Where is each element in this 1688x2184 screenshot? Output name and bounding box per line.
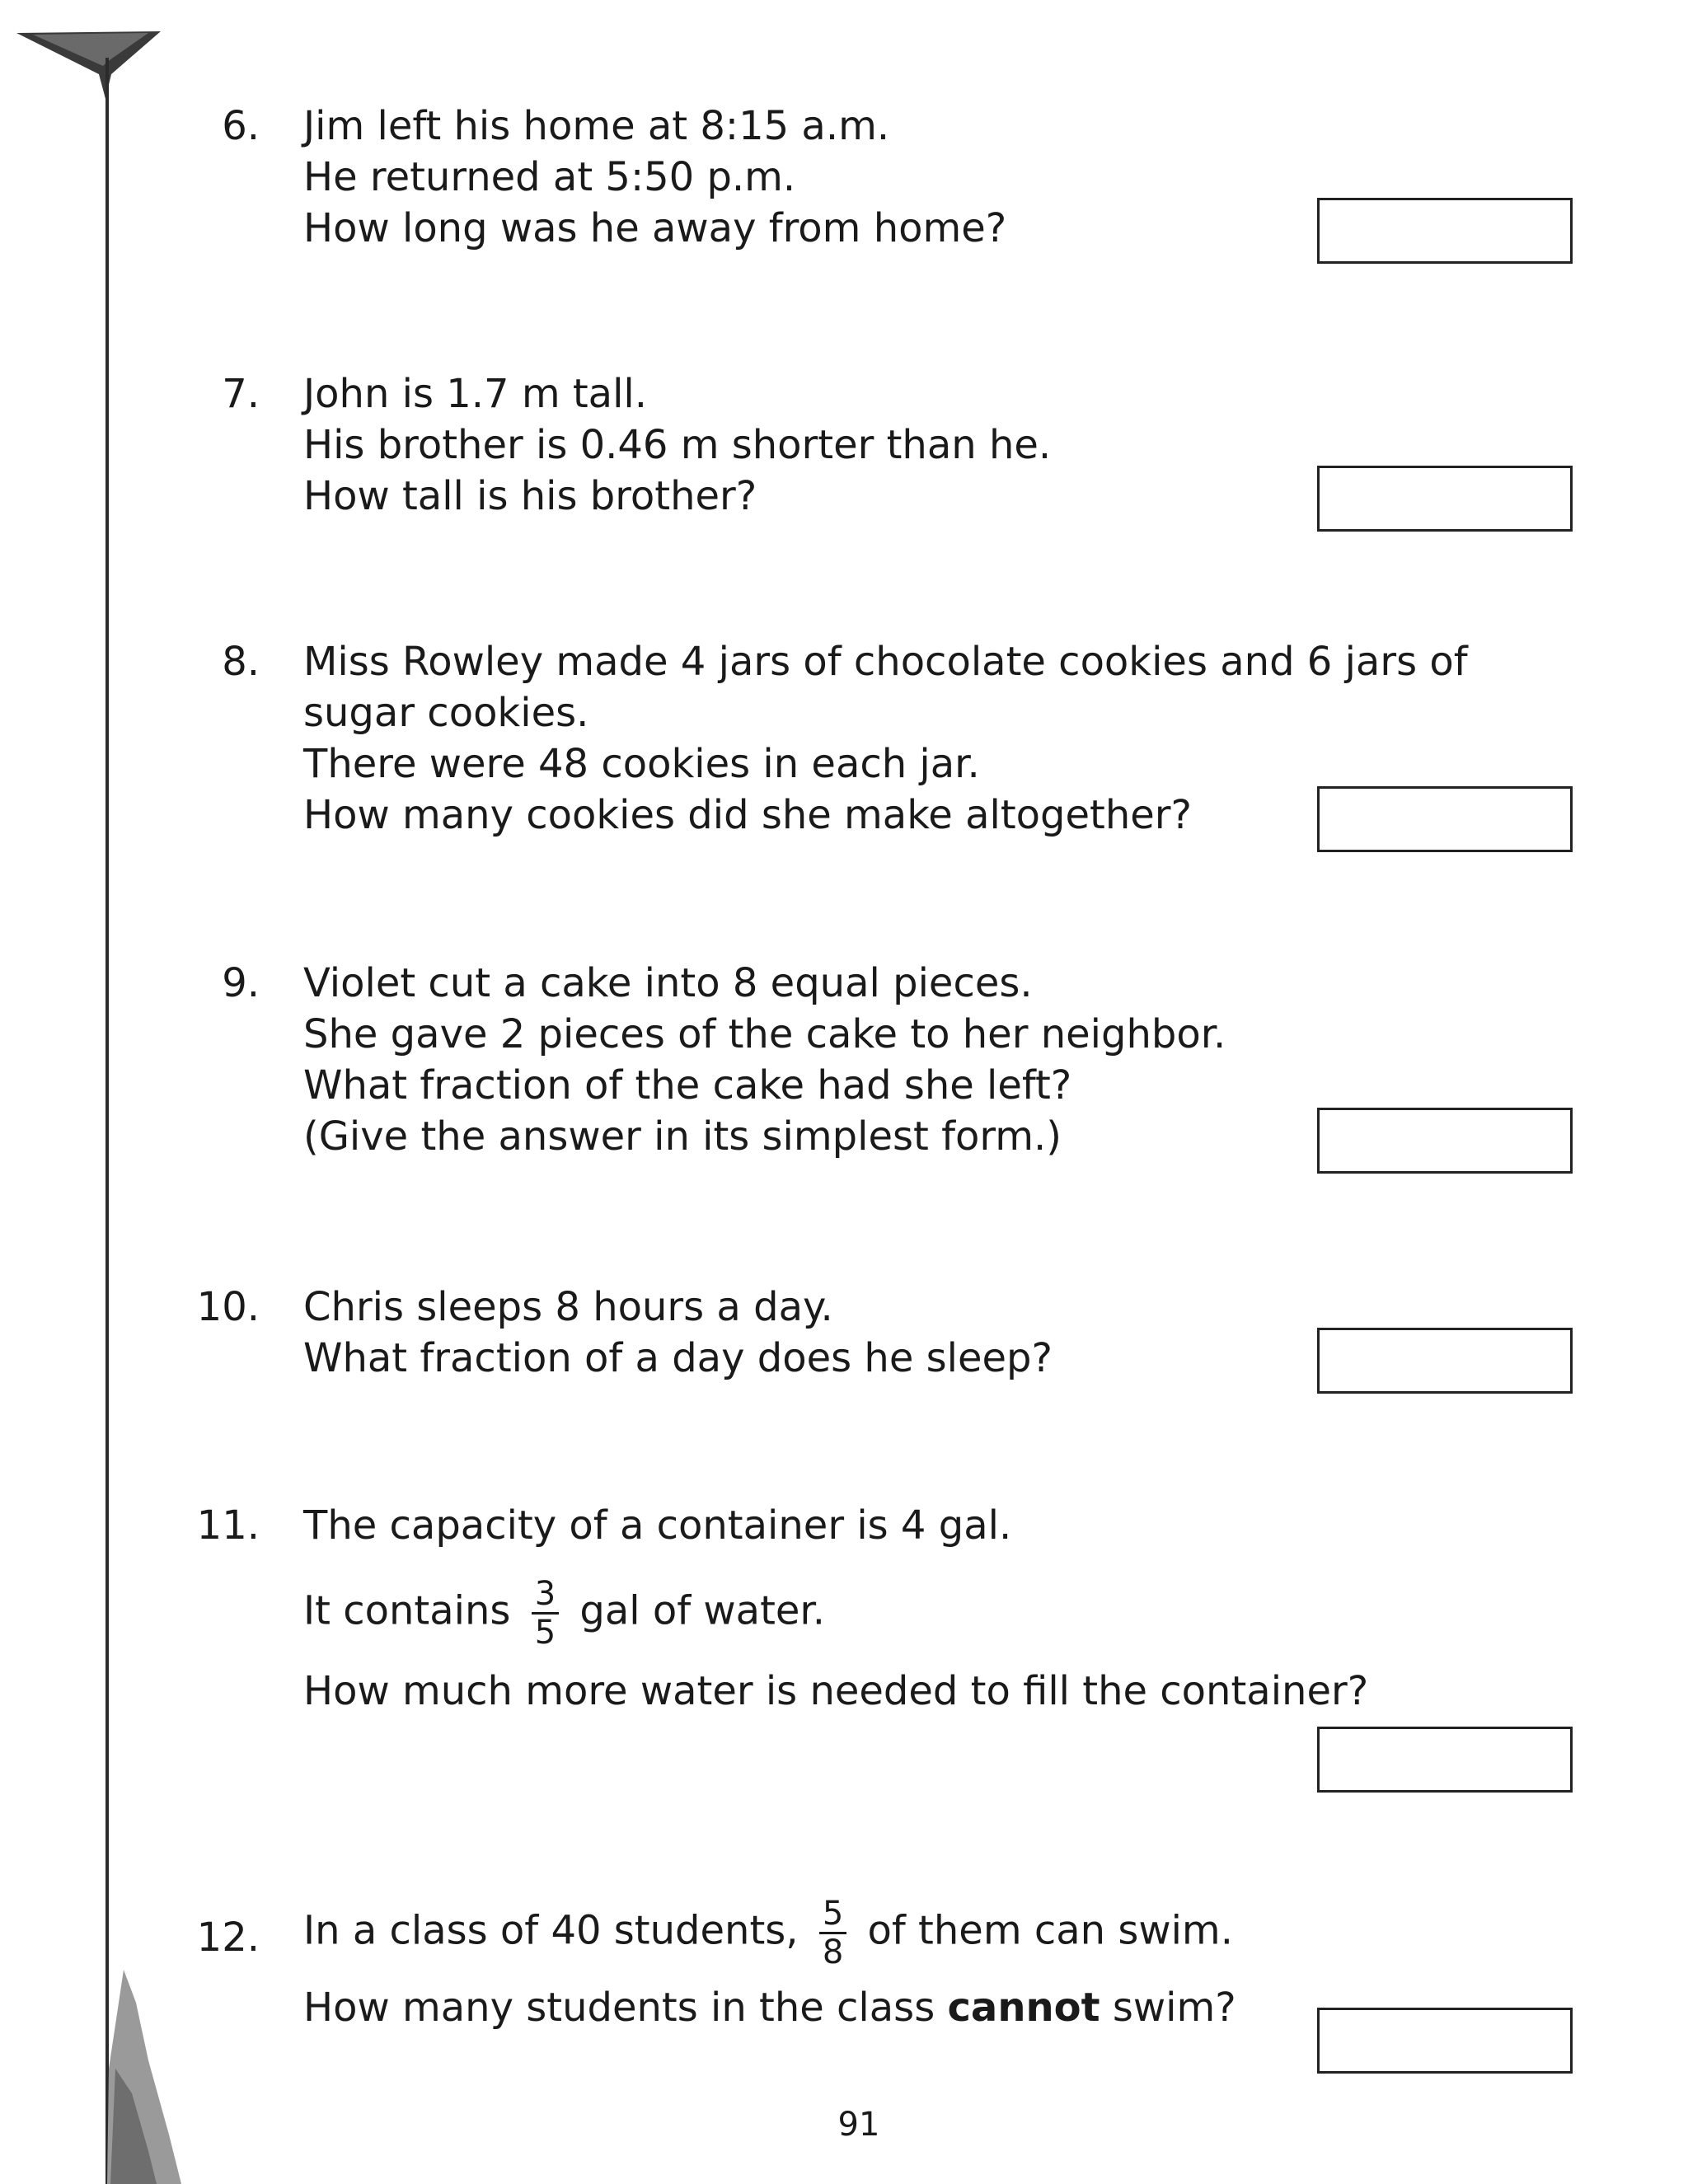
question-line <box>303 1576 1368 1651</box>
text-segment: gal of water. <box>579 1587 826 1634</box>
question-text <box>303 636 1468 841</box>
page-number: 91 <box>837 2106 880 2144</box>
question-line <box>303 1982 1236 2033</box>
answer-box[interactable] <box>1317 1727 1573 1793</box>
question-number: 7. <box>222 371 260 417</box>
question-text <box>303 1500 1368 1717</box>
fraction-denominator: 8 <box>822 1933 844 1971</box>
binding-top-shadow <box>0 25 165 99</box>
binding-edge-line <box>106 58 109 2184</box>
fraction <box>532 1576 559 1651</box>
question-number: 10. <box>196 1284 260 1330</box>
question-line: There were 48 cookies in each jar. <box>303 741 980 787</box>
question-text <box>303 101 1006 254</box>
text-segment: swim? <box>1112 1985 1236 2031</box>
emphasis-text: cannot <box>947 1985 1100 2031</box>
question-text <box>303 368 1051 522</box>
question-line: John is 1.7 m tall. <box>303 371 647 417</box>
fraction-denominator: 5 <box>534 1614 556 1652</box>
question-number: 6. <box>222 103 260 149</box>
answer-box[interactable] <box>1317 1328 1573 1394</box>
question-line <box>303 1896 1236 1971</box>
fraction-numerator: 5 <box>819 1896 846 1934</box>
fraction <box>819 1896 846 1971</box>
question-line: What fraction of a day does he sleep? <box>303 1335 1053 1381</box>
answer-box[interactable] <box>1317 1108 1573 1174</box>
question-line: sugar cookies. <box>303 690 589 736</box>
answer-box[interactable] <box>1317 198 1573 264</box>
question-line: (Give the answer in its simplest form.) <box>303 1113 1062 1160</box>
fraction-numerator: 3 <box>532 1576 559 1615</box>
question-number: 11. <box>196 1502 260 1549</box>
question-number: 9. <box>222 960 260 1006</box>
text-segment: of them can swim. <box>867 1907 1233 1954</box>
question-line: How tall is his brother? <box>303 473 757 519</box>
text-segment: It contains <box>303 1587 511 1634</box>
question-line: What fraction of the cake had she left? <box>303 1062 1072 1108</box>
answer-box[interactable] <box>1317 786 1573 852</box>
question-line: How long was he away from home? <box>303 205 1007 251</box>
question-line: She gave 2 pieces of the cake to her neighbor. <box>303 1011 1226 1057</box>
text-segment: How many students in the class <box>303 1985 935 2031</box>
question-line: The capacity of a container is 4 gal. <box>303 1502 1012 1549</box>
question-line: How many cookies did she make altogether? <box>303 792 1193 838</box>
question-line: Jim left his home at 8:15 a.m. <box>303 103 890 149</box>
question-text <box>303 1282 1053 1384</box>
question-number: 12. <box>196 1915 260 1961</box>
question-line: His brother is 0.46 m shorter than he. <box>303 422 1052 468</box>
question-number: 8. <box>222 639 260 685</box>
question-line: Chris sleeps 8 hours a day. <box>303 1284 833 1330</box>
question-line: How much more water is needed to fill the container? <box>303 1668 1369 1714</box>
question-line: Miss Rowley made 4 jars of chocolate cookies and 6 jars of <box>303 639 1468 685</box>
question-text <box>303 958 1226 1162</box>
answer-box[interactable] <box>1317 2008 1573 2074</box>
answer-box[interactable] <box>1317 466 1573 532</box>
binding-bottom-shadow <box>99 1970 198 2184</box>
question-line: Violet cut a cake into 8 equal pieces. <box>303 960 1033 1006</box>
question-text <box>303 1896 1236 2033</box>
question-line: He returned at 5:50 p.m. <box>303 154 796 200</box>
text-segment: In a class of 40 students, <box>303 1907 799 1954</box>
